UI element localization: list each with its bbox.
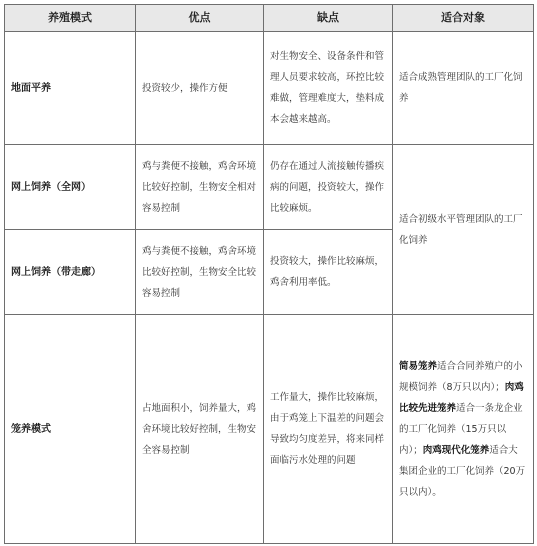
fit-bold-2: 肉鸡比较先进笼养: [399, 381, 524, 414]
header-fit: 适合对象: [393, 5, 534, 32]
mode-cell: 笼养模式: [5, 315, 136, 544]
fit-text-1: 适合合同养殖户的小规模饲养（8万只以内）；: [399, 360, 523, 393]
fit-text-2: 适合一条龙企业的工厂化饲养（15万只以内）；: [399, 402, 523, 456]
pros-cell: 鸡与粪便不接触，鸡舍环境比较好控制，生物安全相对容易控制: [136, 145, 264, 230]
mode-cell: 网上饲养（带走廊）: [5, 230, 136, 315]
breeding-mode-table: [4, 4, 534, 544]
header-row: [5, 5, 534, 32]
mode-cell: 地面平养: [5, 32, 136, 145]
cons-cell: 对生物安全、设备条件和管理人员要求较高，环控比较难做，管理难度大，垫料成本会越来越高。: [264, 32, 393, 145]
table-row: [5, 315, 534, 544]
header-mode: 养殖模式: [5, 5, 136, 32]
pros-cell: 占地面积小，饲养量大，鸡舍环境比较好控制，生物安全容易控制: [136, 315, 264, 544]
fit-cell: 适合成熟管理团队的工厂化饲养: [393, 32, 534, 145]
header-cons: 缺点: [264, 5, 393, 32]
fit-bold-3: 肉鸡现代化笼养: [422, 444, 490, 456]
pros-cell: 投资较少，操作方便: [136, 32, 264, 145]
cons-cell: 投资较大，操作比较麻烦，鸡舍利用率低。: [264, 230, 393, 315]
cons-cell: 仍存在通过人流接触传播疾病的问题，投资较大，操作比较麻烦。: [264, 145, 393, 230]
header-pros: 优点: [136, 5, 264, 32]
fit-bold-1: 简易笼养: [399, 360, 438, 372]
cons-cell: 工作量大，操作比较麻烦，由于鸡笼上下温差的问题会导致均匀度差异，将来同样面临污水处理的问题: [264, 315, 393, 544]
table-row: [5, 32, 534, 145]
fit-cell: 适合初级水平管理团队的工厂化饲养: [393, 145, 534, 315]
fit-cell: [393, 315, 534, 544]
table-row: [5, 145, 534, 230]
pros-cell: 鸡与粪便不接触，鸡舍环境比较好控制，生物安全比较容易控制: [136, 230, 264, 315]
fit-text-3: 适合大集团企业的工厂化饲养（20万只以内）。: [399, 444, 526, 498]
mode-cell: 网上饲养（全网）: [5, 145, 136, 230]
